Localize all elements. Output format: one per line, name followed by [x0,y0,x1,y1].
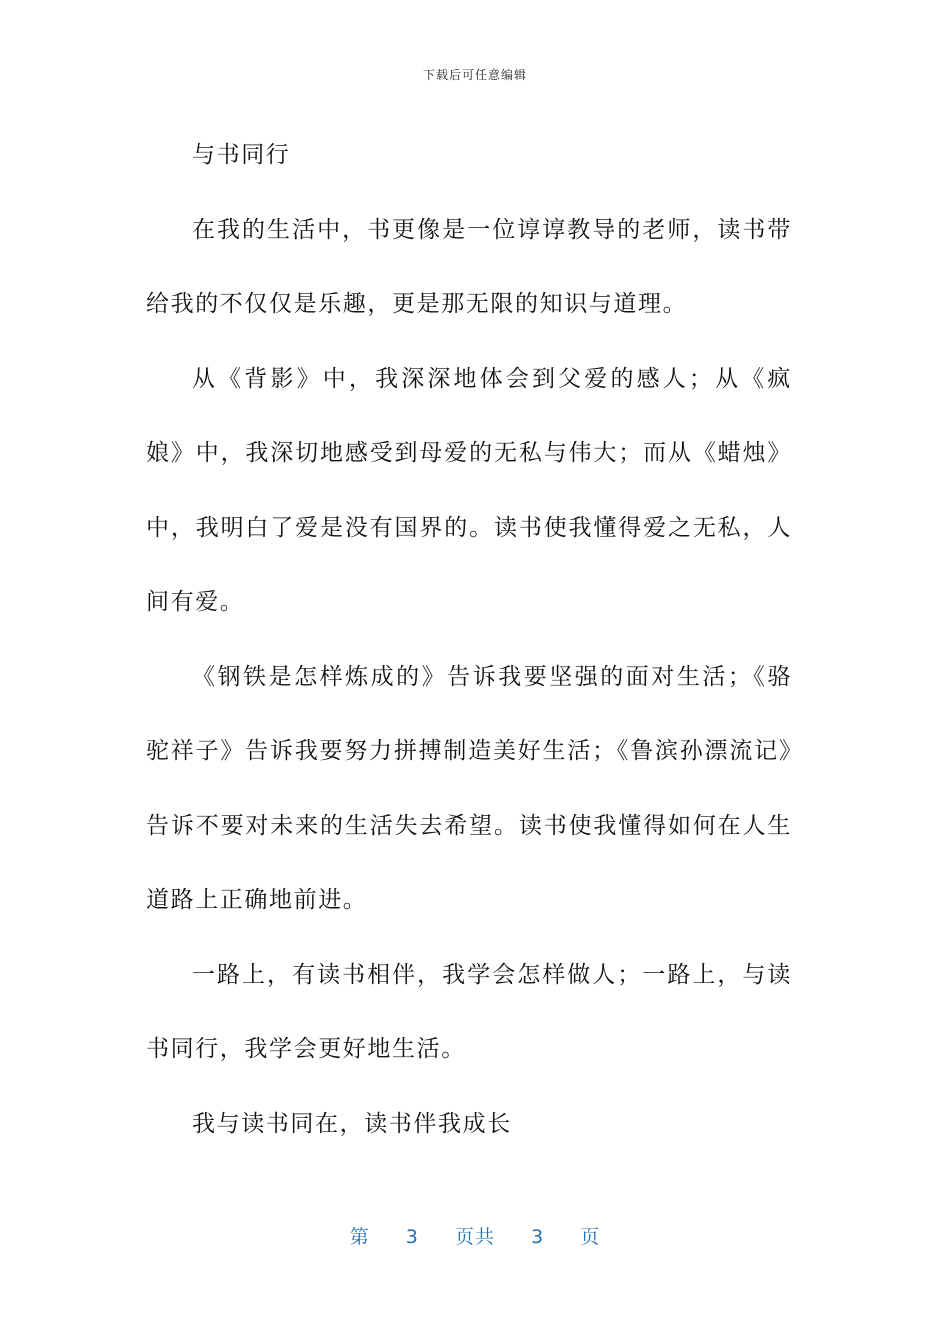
footer-middle: 页共 [454,1226,495,1248]
paragraph: 在我的生活中，书更像是一位谆谆教导的老师，读书带给我的不仅仅是乐趣，更是那无限的知识与道理。 [146,216,792,317]
paragraph: 从《背影》中，我深深地体会到父爱的感人；从《疯娘》中，我深切地感受到母爱的无私与伟大；而从《蜡烛》中，我明白了爱是没有国界的。读书使我懂得爱之无私，人间有爱。 [146,365,792,615]
page-footer [0,1222,950,1249]
document-title: 与书同行 [192,142,291,168]
footer-suffix: 页 [580,1226,601,1248]
footer-prefix: 第 [349,1226,370,1248]
header-note: 下载后可任意编辑 [422,68,527,82]
paragraph: 我与读书同在，读书伴我成长 [192,1110,512,1137]
footer-total-pages: 3 [531,1226,545,1248]
document-body [146,118,792,1161]
paragraph: 一路上，有读书相伴，我学会怎样做人；一路上，与读书同行，我学会更好地生活。 [146,961,792,1062]
paragraph: 《钢铁是怎样炼成的》告诉我要坚强的面对生活；《骆驼祥子》告诉我要努力拼搏制造美好生活；《鲁滨孙漂流记》告诉不要对未来的生活失去希望。读书使我懂得如何在人生道路上正确地前进。 [146,663,792,913]
footer-current-page: 3 [405,1226,419,1248]
